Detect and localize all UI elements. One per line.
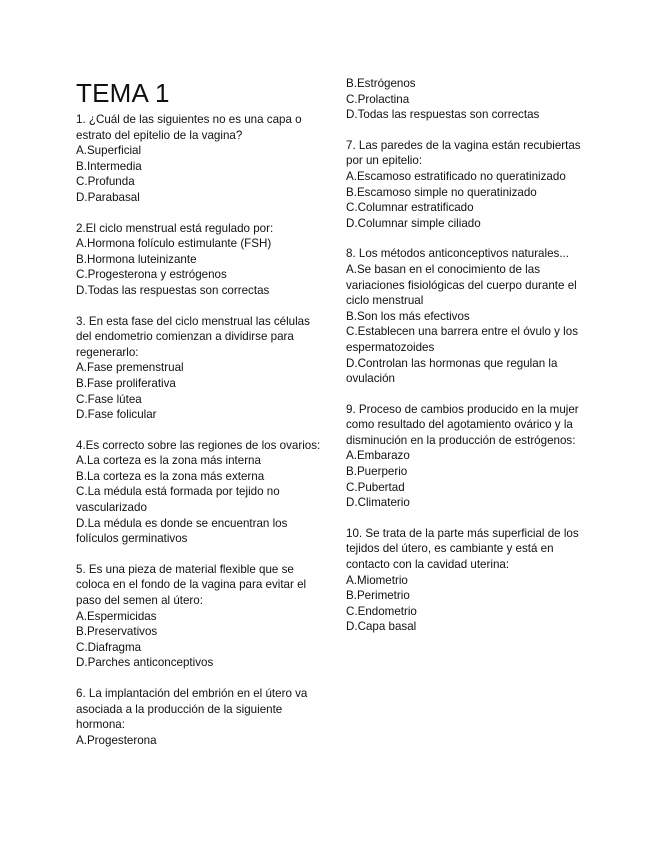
option-c: C.Pubertad <box>346 480 405 494</box>
question-8 <box>346 246 591 386</box>
option-d: D.La médula es donde se encuentran los folículos germinativos <box>76 516 288 546</box>
option-b: B.Estrógenos <box>346 77 416 90</box>
option-c: C.Diafragma <box>76 640 142 654</box>
left-column <box>76 112 326 763</box>
question-text: 2.El ciclo menstrual está regulado por: <box>76 221 274 235</box>
option-b: B.Perimetrio <box>346 589 410 603</box>
question-text: 5. Es una pieza de material flexible que se coloca en el fondo de la vagina para evitar el paso del semen al útero: <box>76 562 307 608</box>
question-3 <box>76 314 326 423</box>
option-b: B.Intermedia <box>76 159 142 173</box>
option-c: C.Progesterona y estrógenos <box>76 268 227 282</box>
option-a: A.Se basan en el conocimiento de las variaciones fisiológicas del cuerpo durante el ciclo menstrual <box>346 262 577 308</box>
option-a: A.Embarazo <box>346 449 410 463</box>
option-b: B.Preservativos <box>76 625 158 639</box>
option-list <box>346 448 591 510</box>
option-a: A.Espermicidas <box>76 609 157 623</box>
question-text: 1. ¿Cuál de las siguientes no es una capa o estrato del epitelio de la vagina? <box>76 113 302 142</box>
option-d: D.Capa basal <box>346 620 417 634</box>
option-d: D.Controlan las hormonas que regulan la ovulación <box>346 356 558 386</box>
question-text: 8. Los métodos anticonceptivos naturales... <box>346 247 569 261</box>
option-d: D.Fase folicular <box>76 408 157 422</box>
option-list <box>346 169 591 231</box>
question-10 <box>346 526 591 635</box>
option-list <box>76 609 326 671</box>
right-column <box>346 76 591 650</box>
option-c: C.Endometrio <box>346 604 417 618</box>
option-list <box>76 360 326 422</box>
option-a: A.Escamoso estratificado no queratinizado <box>346 169 566 183</box>
question-5 <box>76 562 326 671</box>
option-a: A.Progesterona <box>76 733 157 747</box>
option-c: C.Profunda <box>76 175 135 189</box>
option-list <box>76 453 326 547</box>
option-list <box>76 236 326 298</box>
option-b: B.Hormona luteinizante <box>76 252 197 266</box>
option-c: C.Columnar estratificado <box>346 201 474 215</box>
question-text: 6. La implantación del embrión en el útero va asociada a la producción de la siguiente hormona: <box>76 687 308 732</box>
option-list <box>346 573 591 635</box>
option-a: A.La corteza es la zona más interna <box>76 454 261 468</box>
option-list <box>76 733 326 749</box>
option-list <box>346 76 591 123</box>
question-text: 10. Se trata de la parte más superficial de los tejidos del útero, es cambiante y está en contacto con la cavidad uterina: <box>346 526 579 572</box>
option-c: C.La médula está formada por tejido no vascularizado <box>76 485 280 515</box>
option-b: B.Puerperio <box>346 465 408 479</box>
option-b: B.Fase proliferativa <box>76 376 176 390</box>
question-text: 3. En esta fase del ciclo menstrual las células del endometrio comienzan a dividirse para regenerarlo: <box>76 314 310 359</box>
option-c: C.Establecen una barrera entre el óvulo y los espermatozoides <box>346 325 579 354</box>
option-d: D.Parabasal <box>76 190 140 204</box>
question-2 <box>76 221 326 299</box>
option-d: D.Todas las respuestas son correctas <box>346 108 540 122</box>
option-a: A.Hormona folículo estimulante (FSH) <box>76 237 272 251</box>
question-text: 9. Proceso de cambios producido en la mujer como resultado del agotamiento ovárico y la disminución en la producción de estrógenos: <box>346 402 579 447</box>
option-list <box>346 262 591 387</box>
option-a: A.Superficial <box>76 144 142 158</box>
question-text: 4.Es correcto sobre las regiones de los ovarios: <box>76 438 321 452</box>
option-c: C.Prolactina <box>346 92 410 106</box>
question-text: 7. Las paredes de la vagina están recubiertas por un epitelio: <box>346 138 581 168</box>
option-d: D.Todas las respuestas son correctas <box>76 283 270 297</box>
question-9 <box>346 402 591 511</box>
question-4 <box>76 438 326 547</box>
option-a: A.Fase premenstrual <box>76 361 184 375</box>
option-list <box>76 143 326 205</box>
option-b: B.Escamoso simple no queratinizado <box>346 185 537 199</box>
question-1 <box>76 112 326 206</box>
page-title: TEMA 1 <box>76 78 170 108</box>
question-6 <box>76 686 326 748</box>
option-b: B.La corteza es la zona más externa <box>76 469 265 483</box>
question-7 <box>346 138 591 232</box>
option-d: D.Parches anticonceptivos <box>76 656 214 670</box>
option-b: B.Son los más efectivos <box>346 309 470 323</box>
option-a: A.Miometrio <box>346 573 408 587</box>
question-6-continued <box>346 76 591 123</box>
option-d: D.Climaterio <box>346 496 410 510</box>
option-d: D.Columnar simple ciliado <box>346 216 481 230</box>
option-c: C.Fase lútea <box>76 392 142 406</box>
